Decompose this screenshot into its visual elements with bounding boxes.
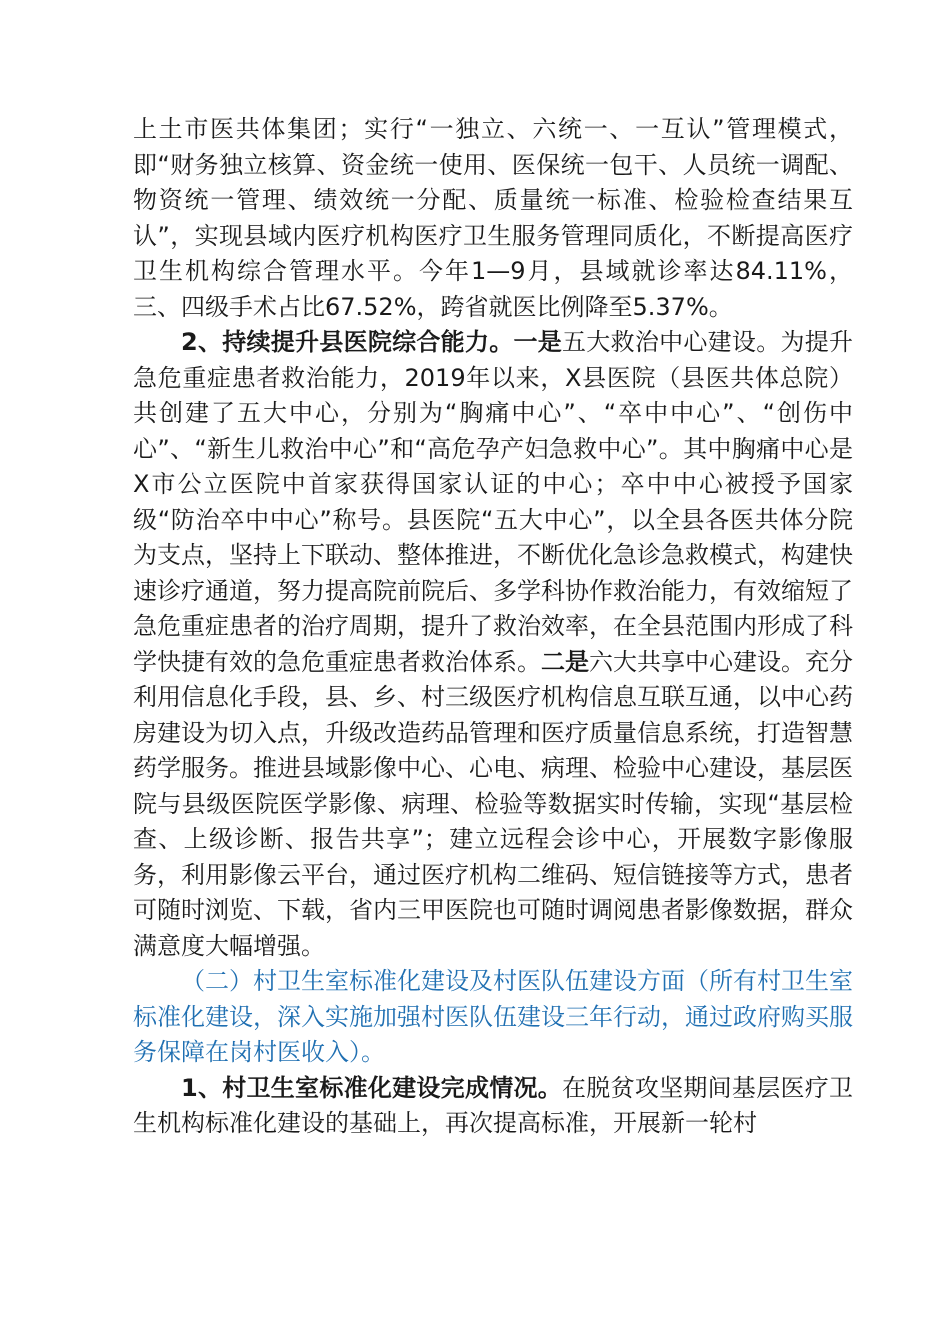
section-heading-village-clinics <box>133 964 853 1071</box>
section-heading-text: （二）村卫生室标准化建设及村医队伍建设方面（所有村卫生室标准化建设，深入实施加强村医队伍建设三年行动，通过政府购买服务保障在岗村医收入）。 <box>133 967 853 1066</box>
paragraph-text: 在脱贫攻坚期间基层医疗卫生机构标准化建设的基础上，再次提高标准，开展新一轮村 <box>133 1073 854 1137</box>
first-point-label: 一是 <box>513 328 563 356</box>
document-body <box>133 112 853 1142</box>
paragraph-text: 上土市医共体集团；实行“一独立、六统一、一互认”管理模式，即“财务独立核算、资金统一使用、医保统一包干、人员统一调配、物资统一管理、绩效统一分配、质量统一标准、检验检查结果互认”，实现县域内医疗机构医疗卫生服务管理同质化，不断提高医疗卫生机构综合管理水平。今年1—9月，县域就诊率达84.11%，三、四级手术占比67.52%，跨省就医比例降至5.37%。 <box>133 115 853 321</box>
second-point-label: 二是 <box>541 647 589 676</box>
paragraph-village-clinic-standardization <box>133 1071 853 1142</box>
paragraph-text: 五大救治中心建设。为提升急危重症患者救治能力，2019年以来，X县医院（县医共体总院）共创建了五大中心，分别为“胸痛中心”、“卒中中心”、“创伤中心”、“新生儿救治中心”和“高危孕产妇急救中心”。其中胸痛中心是X市公立医院中首家获得国家认证的中心；卒中中心被授予国家级“防治卒中中心”称号。县医院“五大中心”，以全县各医共体分院为支点，坚持上下联动、整体推进，不断优化急诊急救模式，构建快速诊疗通道，努力提高院前院后、多学科协作救治能力，有效缩短了急危重症患者的治疗周期，提升了救治效率，在全县范围内形成了科学快捷有效的急危重症患者救治体系。 <box>133 328 854 676</box>
paragraph-medical-alliance <box>133 112 853 325</box>
paragraph-heading: 1、村卫生室标准化建设完成情况。 <box>181 1073 563 1102</box>
paragraph-heading: 2、持续提升县医院综合能力。 <box>181 328 514 356</box>
paragraph-text: 六大共享中心建设。充分利用信息化手段，县、乡、村三级医疗机构信息互联互通，以中心药房建设为切入点，升级改造药品管理和医疗质量信息系统，打造智慧药学服务。推进县域影像中心、心电、病理、检验中心建设，基层医院与县级医院医学影像、病理、检验等数据实时传输，实现“基层检查、上级诊断、报告共享”；建立远程会诊中心，开展数字影像服务，利用影像云平台，通过医疗机构二维码、短信链接等方式，患者可随时浏览、下载，省内三甲医院也可随时调阅患者影像数据，群众满意度大幅增强。 <box>133 647 853 960</box>
paragraph-county-hospital <box>133 325 853 964</box>
